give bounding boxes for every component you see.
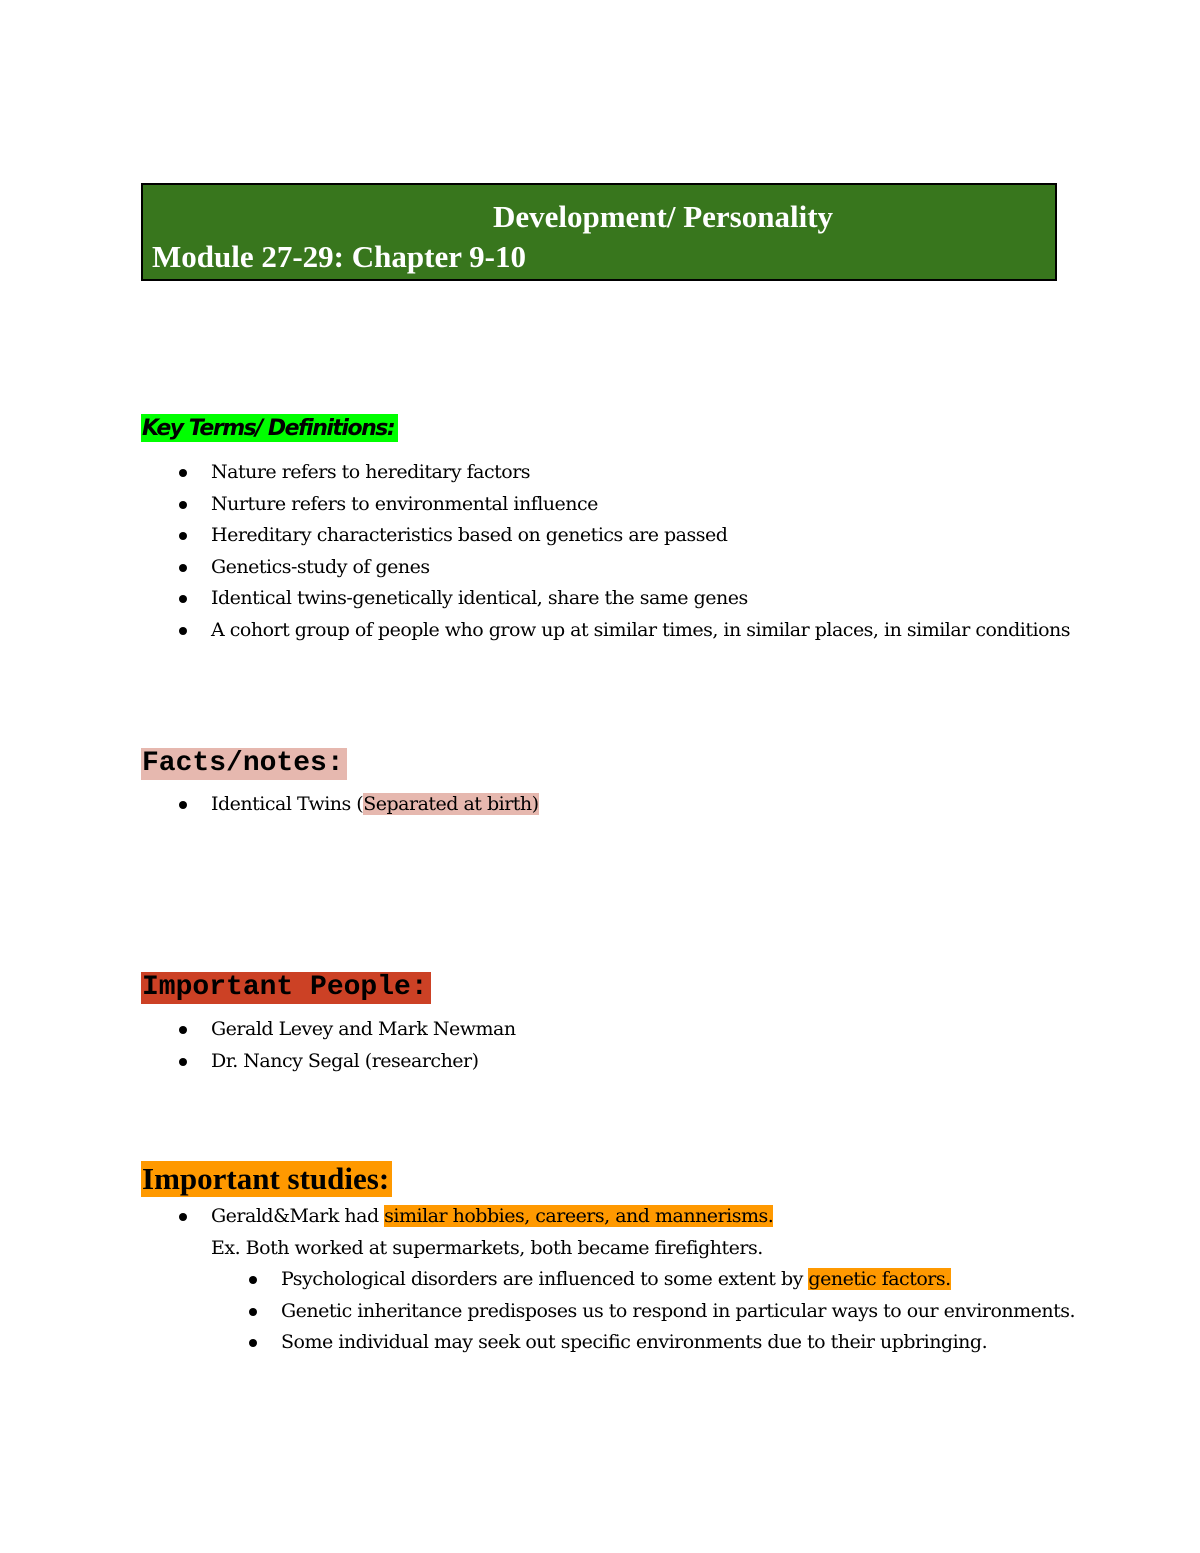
list-item: Identical twins-genetically identical, share the same genes [141, 583, 1081, 615]
page-subtitle: Module 27-29: Chapter 9-10 [152, 239, 526, 274]
facts-heading: Facts/notes: [141, 748, 347, 780]
list-item: Hereditary characteristics based on genetics are passed [141, 520, 1081, 552]
people-list [141, 1014, 1081, 1077]
studies-example: Ex. Both worked at supermarkets, both became firefighters. [211, 1236, 763, 1259]
list-item: A cohort group of people who grow up at similar times, in similar places, in similar conditions [141, 615, 1081, 647]
list-item: Genetics-study of genes [141, 552, 1081, 584]
facts-list [141, 789, 1081, 821]
studies-sub-list [211, 1264, 1081, 1359]
list-item: Dr. Nancy Segal (researcher) [141, 1046, 1081, 1078]
sub-list-item: Some individual may seek out specific environments due to their upbringing. [211, 1327, 1081, 1359]
studies-item-highlight: similar hobbies, careers, and mannerisms. [384, 1205, 774, 1227]
facts-item-text: Identical Twins ( [211, 793, 364, 815]
title-box [141, 183, 1057, 281]
studies-list [141, 1201, 1081, 1359]
studies-item-text: Gerald&Mark had [211, 1205, 385, 1227]
sub-item-highlight: genetic factors. [808, 1268, 951, 1290]
list-item [141, 789, 1081, 821]
sub-item-text: Psychological disorders are influenced to some extent by [281, 1268, 809, 1290]
list-item: Nurture refers to environmental influence [141, 489, 1081, 521]
list-item: Nature refers to hereditary factors [141, 457, 1081, 489]
sub-list-item: Genetic inheritance predisposes us to respond in particular ways to our environments. [211, 1296, 1081, 1328]
list-item [141, 1201, 1081, 1359]
sub-list-item [211, 1264, 1081, 1296]
facts-item-highlight: Separated at birth) [363, 793, 539, 815]
key-terms-heading: Key Terms/ Definitions: [141, 414, 398, 442]
people-heading: Important People: [141, 972, 431, 1004]
list-item: Gerald Levey and Mark Newman [141, 1014, 1081, 1046]
page-title: Development/ Personality [492, 199, 834, 234]
key-terms-list [141, 457, 1081, 646]
studies-heading: Important studies: [141, 1161, 392, 1197]
